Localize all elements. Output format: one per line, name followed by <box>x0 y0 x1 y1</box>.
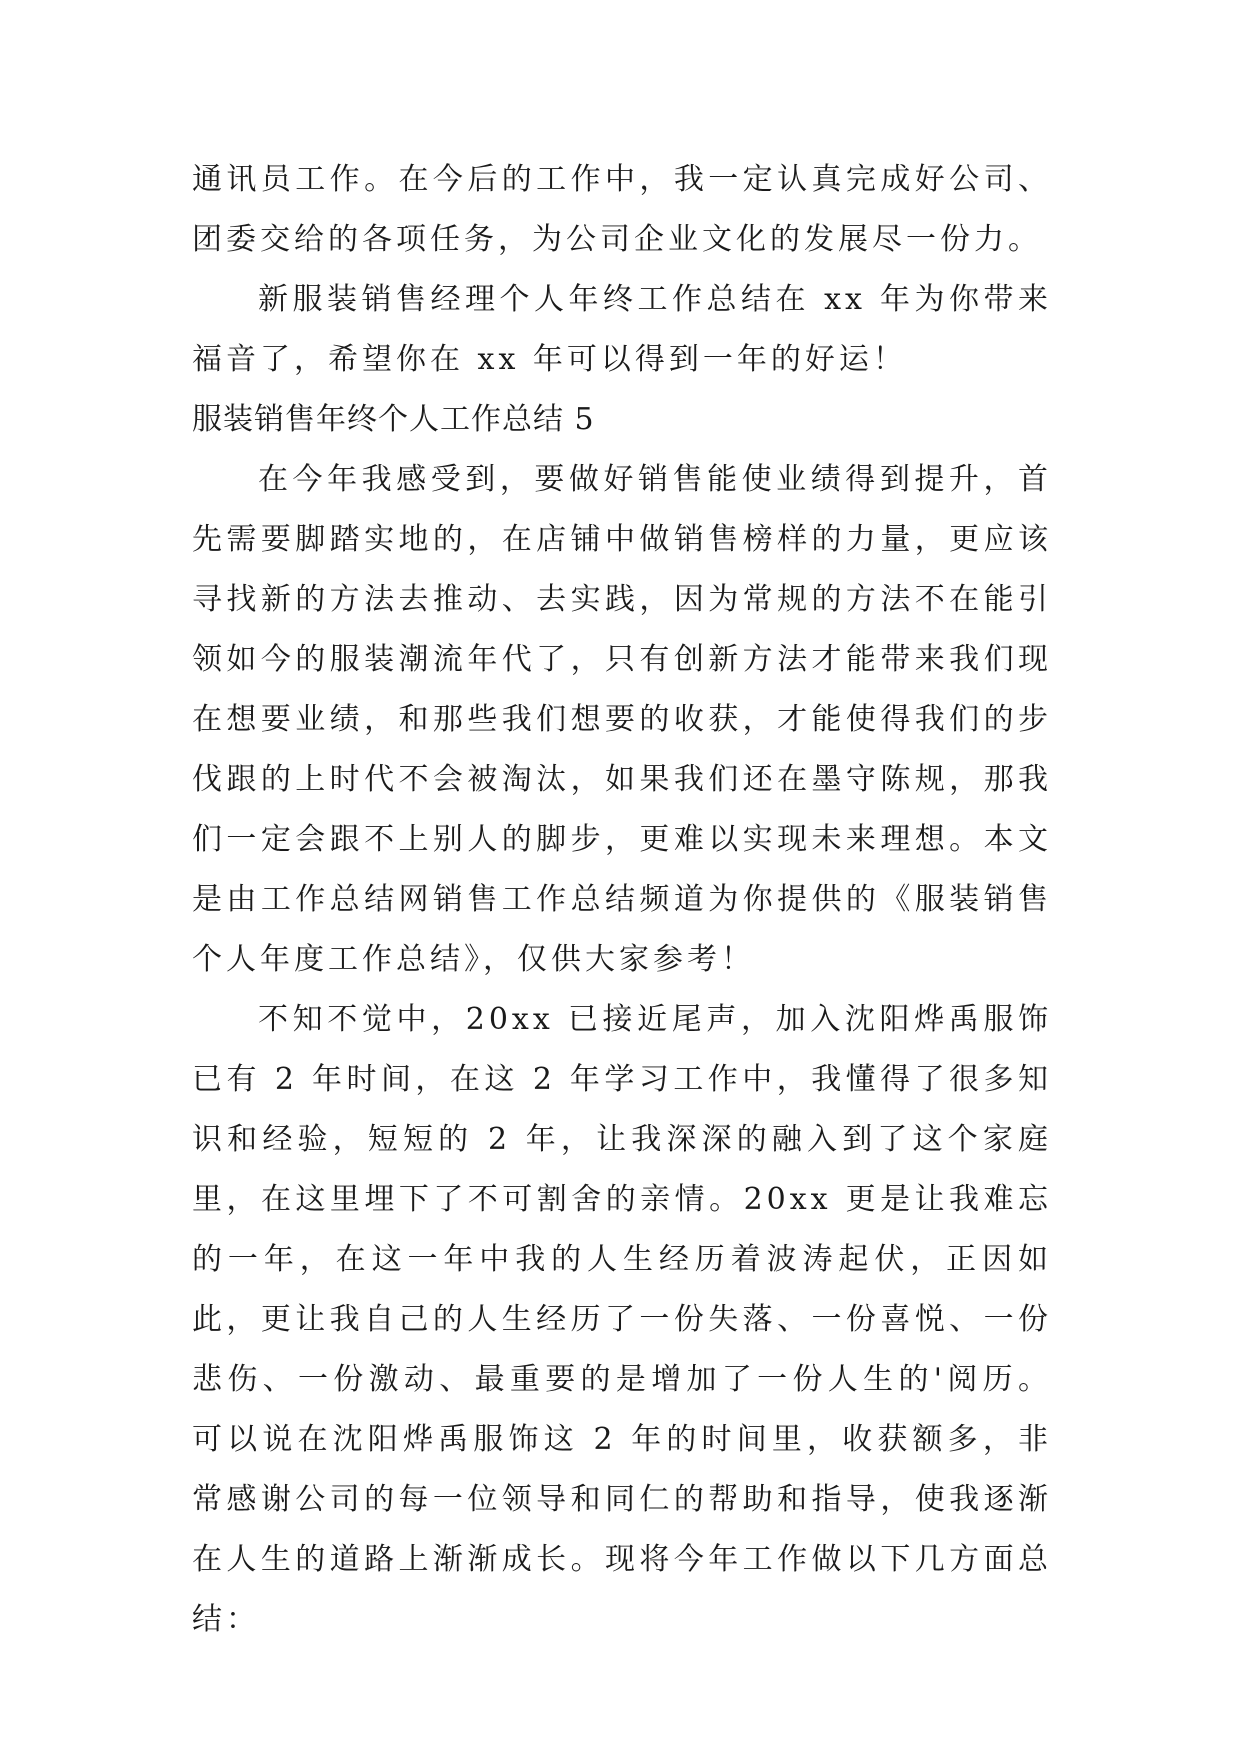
paragraph-closing-wish: 新服装销售经理个人年终工作总结在 xx 年为你带来福音了，希望你在 xx 年可以得到一年的好运！ <box>192 282 1052 377</box>
section-heading: 服装销售年终个人工作总结 5 <box>192 402 595 437</box>
paragraph-continuation: 通讯员工作。在今后的工作中，我一定认真完成好公司、团委交给的各项任务，为公司企业文化的发展尽一份力。 <box>192 162 1052 257</box>
document-content <box>192 150 1052 1650</box>
paragraph-body-2: 不知不觉中，20xx 已接近尾声，加入沈阳烨禹服饰已有 2 年时间，在这 2 年学习工作中，我懂得了很多知识和经验，短短的 2 年，让我深深的融入到了这个家庭里，在这里埋下了不可割舍的亲情。20xx 更是让我难忘的一年，在这一年中我的人生经历着波涛起伏，正因如此，更让我自己的人生经历了一份失落、一份喜悦、一份悲伤、一份激动、最重要的是增加了一份人生的'阅历。可以说在沈阳烨禹服饰这 2 年的时间里，收获额多，非常感谢公司的每一位领导和同仁的帮助和指导，使我逐渐在人生的道路上渐渐成长。现将今年工作做以下几方面总结： <box>192 1002 1052 1637</box>
paragraph-body-1: 在今年我感受到，要做好销售能使业绩得到提升，首先需要脚踏实地的，在店铺中做销售榜样的力量，更应该寻找新的方法去推动、去实践，因为常规的方法不在能引领如今的服装潮流年代了，只有创新方法才能带来我们现在想要业绩，和那些我们想要的收获，才能使得我们的步伐跟的上时代不会被淘汰，如果我们还在墨守陈规，那我们一定会跟不上别人的脚步，更难以实现未来理想。本文是由工作总结网销售工作总结频道为你提供的《服装销售个人年度工作总结》，仅供大家参考！ <box>192 462 1052 977</box>
